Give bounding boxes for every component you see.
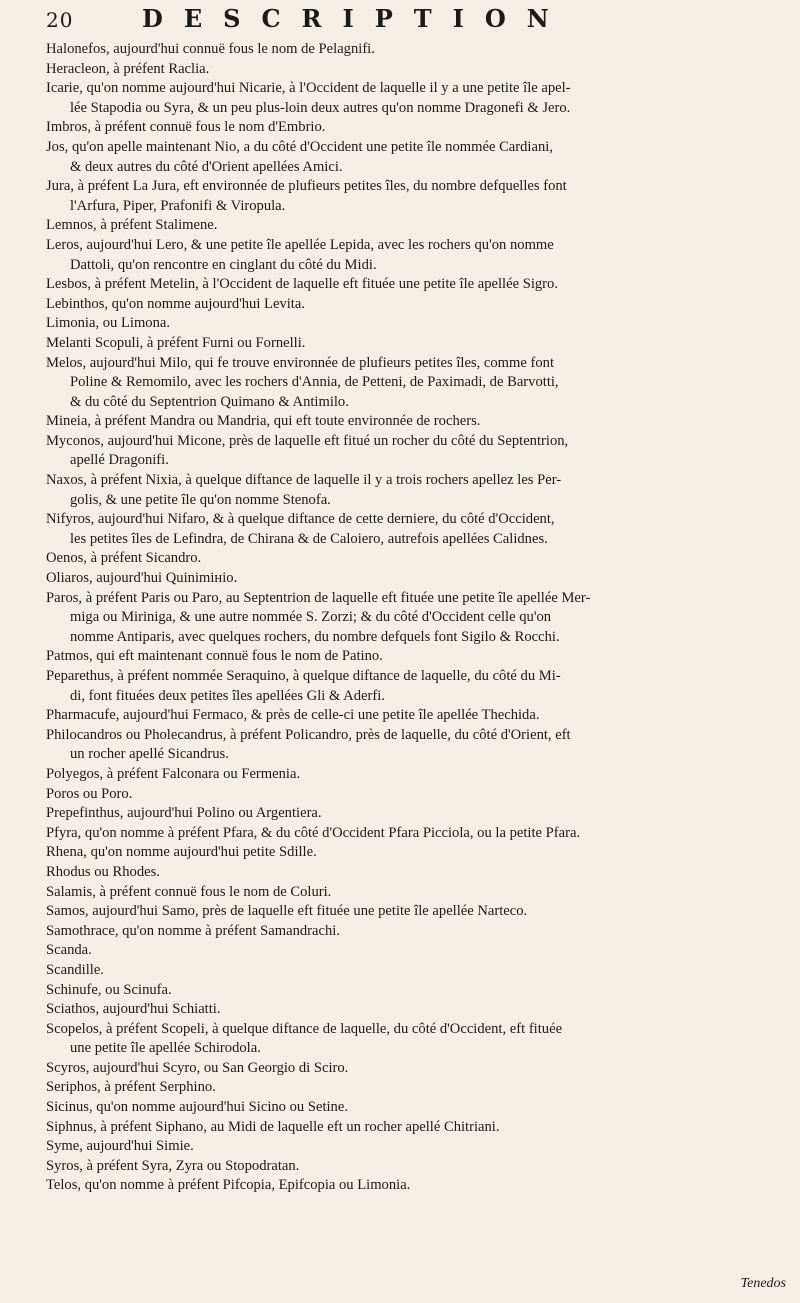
entry-line: Dattoli, qu'on rencontre en cinglant du côté du Midi. [70, 256, 377, 273]
entry-line: Halonefos, aujourd'hui connuë fous le nom de Pelagnifi. [46, 41, 375, 57]
entry-line: di, font fituées deux petites îles apellées Gli & Aderfi. [70, 687, 385, 704]
page-number: 20 [46, 8, 74, 32]
entry-line: l'Arfura, Piper, Prafonifi & Viropula. [70, 197, 286, 214]
entry-line: & deux autres du côté d'Orient apellées Amici. [70, 158, 343, 175]
entry-line: Poline & Remomilo, avec les rochers d'Annia, de Petteni, de Paximadi, de Barvotti, [70, 374, 559, 391]
entry-line: Pfyra, qu'on nomme à préfent Pfara, & du côté d'Occident Pfara Picciola, ou la petite Pfara. [46, 824, 581, 841]
entry-line: apellé Dragonifi. [70, 452, 169, 469]
entry-line: Samos, aujourd'hui Samo, près de laquelle eft fituée une petite île apellée Narteco. [46, 903, 528, 920]
entry-line: Scopelos, à préfent Scopeli, à quelque diftance de laquelle, du côté d'Occident, eft fituée [46, 1020, 563, 1037]
entry-line: Scyros, aujourd'hui Scyro, ou San Georgio di Sciro. [46, 1059, 349, 1076]
entry-line: Salamis, à préfent connuë fous le nom de Coluri. [46, 883, 332, 900]
entry-line: Siphnus, à préfent Siphano, au Midi de laquelle eft un rocher apellé Chitriani. [46, 1118, 500, 1135]
entry-line: & du côté du Septentrion Quimano & Antimilo. [70, 393, 349, 410]
entry-line: Leros, aujourd'hui Lero, & une petite île apellée Lepida, avec les rochers qu'on nomme [46, 236, 554, 253]
entry-line: Scandille. [46, 961, 104, 978]
entry-line: lée Stapodia ou Syra, & un peu plus-loin deux autres qu'on nomme Dragonefi & Jero. [70, 99, 571, 116]
entry-line: golis, & une petite île qu'on nomme Stenofa. [70, 491, 331, 508]
entry-line: Schinufe, ou Scinufa. [46, 981, 172, 998]
entry-line: Rhena, qu'on nomme aujourd'hui petite Sdille. [46, 844, 317, 861]
entry-line: Peparethus, à préfent nommée Seraquino, à quelque diftance de laquelle, du côté du Mi- [46, 668, 561, 684]
entry-line: Prepefinthus, aujourd'hui Polino ou Argentiera. [46, 805, 322, 822]
island-entries-list [46, 40, 754, 1196]
entry-line: Myconos, aujourd'hui Micone, près de laquelle eft fitué un rocher du côté du Septentrion, [46, 432, 569, 449]
entry-line: Sciathos, aujourd'hui Schiatti. [46, 1001, 221, 1018]
entry-line: nomme Antiparis, avec quelques rochers, du nombre defquels font Sigilo & Rocchi. [70, 628, 560, 645]
entry-line: Icarie, qu'on nomme aujourd'hui Nicarie, à l'Occident de laquelle il y a une petite île apel- [46, 80, 571, 97]
entry-line: Polyegos, à préfent Falconara ou Fermenia. [46, 765, 301, 782]
entry-line: Oenos, à préfent Sicandro. [46, 550, 202, 567]
entry-line: Philocandros ou Pholecandrus, à préfent Policandro, près de laquelle, du côté d'Orient, eft [46, 726, 571, 743]
entry-line: Telos, qu'on nomme à préfent Pifcopia, Epifcopia ou Limonia. [46, 1177, 411, 1194]
entry-line: les petites îles de Lefindra, de Chirana & de Caloiero, autrefois apellées Calidnes. [70, 530, 548, 547]
entry-line: une petite île apellée Schirodola. [70, 1040, 261, 1057]
page-header [46, 2, 786, 36]
entry-line: Samothrace, qu'on nomme à préfent Samandrachi. [46, 922, 340, 939]
entry-line: Pharmacufe, aujourd'hui Fermaco, & près de celle-ci une petite île apellée Thechida. [46, 707, 540, 724]
entry-line: Lesbos, à préfent Metelin, à l'Occident de laquelle eft fituée une petite île apellée Sigro. [46, 276, 558, 293]
entry-line: Imbros, à préfent connuë fous le nom d'Embrio. [46, 119, 326, 136]
entry-line: Jos, qu'on apelle maintenant Nio, a du côté d'Occident une petite île nommée Cardiani, [46, 138, 553, 155]
entry-line: Melos, aujourd'hui Milo, qui fe trouve environnée de plufieurs petites îles, comme font [46, 354, 555, 371]
entry-line: Naxos, à préfent Nixia, à quelque diftance de laquelle il y a trois rochers apellez les Per- [46, 472, 562, 489]
entry-line: Syros, à préfent Syra, Zyra ou Stopodratan. [46, 1157, 300, 1174]
entry-line: Rhodus ou Rhodes. [46, 863, 160, 880]
entry-line: Seriphos, à préfent Serphino. [46, 1079, 216, 1096]
running-title: DESCRIPTION [142, 4, 570, 33]
entry-line: Mineia, à préfent Mandra ou Mandria, qui eft toute environnée de rochers. [46, 413, 481, 430]
entry-line: miga ou Mirinіga, & une autre nommée S. Zorzi; & du côté d'Occident celle qu'on [70, 609, 552, 626]
entry-line: Nifyros, aujourd'hui Nifaro, & à quelque diftance de cette derniere, du côté d'Occident, [46, 511, 555, 528]
catchword: Tenedos [740, 1276, 786, 1291]
entry-line: un rocher apellé Sicandrus. [70, 746, 229, 763]
entry-line: Sicinus, qu'on nomme aujourd'hui Sicino ou Setine. [46, 1099, 348, 1116]
entry-line: Oliaros, aujourd'hui Quinimінio. [46, 570, 238, 587]
entry-line: Poros ou Poro. [46, 785, 133, 802]
entry-line: Jura, à préfent La Jura, eft environnée de plufieurs petites îles, du nombre defquelles font [46, 178, 567, 195]
entry-line: Patmos, qui eft maintenant connuë fous le nom de Patino. [46, 648, 383, 665]
entry-line: Lemnos, à préfent Stalimene. [46, 217, 218, 234]
entry-line: Melanti Scopuli, à préfent Furni ou Fornelli. [46, 334, 306, 351]
entry-line: Paros, à préfent Paris ou Paro, au Septentrion de laquelle eft fituée une petite île apellée Mer- [46, 589, 591, 606]
entry-line: Scanda. [46, 942, 92, 959]
entry-line: Heracleon, à préfent Raclia. [46, 60, 210, 77]
entry-line: Limonia, ou Limona. [46, 315, 171, 332]
entry-line: Lebinthos, qu'on nomme aujourd'hui Levita. [46, 295, 305, 312]
entry-line: Syme, aujourd'hui Simie. [46, 1138, 194, 1155]
